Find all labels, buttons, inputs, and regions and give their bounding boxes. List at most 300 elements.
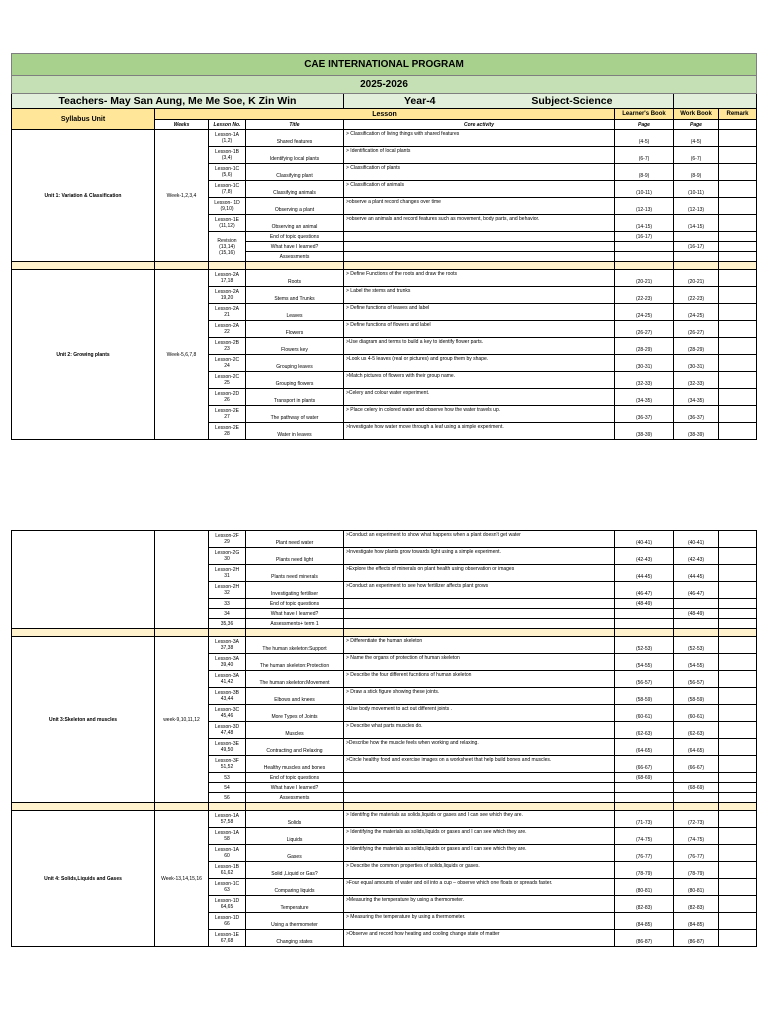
remark-cell — [719, 637, 757, 654]
work-book-page: (6-7) — [674, 147, 719, 164]
remark-cell — [719, 783, 757, 793]
teachers-row-blank — [674, 94, 757, 109]
core-activity — [344, 252, 615, 262]
remark-cell — [719, 609, 757, 619]
work-book-page: (46-47) — [674, 582, 719, 599]
learners-book-page: (71-73) — [615, 811, 674, 828]
lesson-number: Lesson-2H 32 — [209, 582, 246, 599]
lesson-number: 56 — [209, 793, 246, 803]
work-book-page: (76-77) — [674, 845, 719, 862]
academic-year: 2025-2026 — [12, 76, 757, 94]
work-book-page: (66-67) — [674, 756, 719, 773]
remark-cell — [719, 599, 757, 609]
lesson-title: Flowers key — [246, 338, 344, 355]
core-activity: > Identifng the materials as solids,liquids or gases and I can see which they are. — [344, 811, 615, 828]
lesson-number: Lesson-2C 25 — [209, 372, 246, 389]
remark-cell — [719, 304, 757, 321]
separator-cell — [344, 629, 615, 637]
work-book-page — [674, 232, 719, 242]
lesson-number: 34 — [209, 609, 246, 619]
remark-cell — [719, 582, 757, 599]
lesson-title: Plants need minerals — [246, 565, 344, 582]
core-activity: >Conduct an experiment to see how fertilizer affects plant grows — [344, 582, 615, 599]
lesson-title: Assessments — [246, 793, 344, 803]
work-book-page: (12-13) — [674, 198, 719, 215]
work-book-page: (26-27) — [674, 321, 719, 338]
learners-book-page: (16-17) — [615, 232, 674, 242]
grade-text: Year-4 — [404, 95, 436, 107]
learners-book-page: (40-41) — [615, 531, 674, 548]
lesson-title: Plant need water — [246, 531, 344, 548]
remark-cell — [719, 705, 757, 722]
separator-cell — [615, 629, 674, 637]
core-activity: > Label the stems and trunks — [344, 287, 615, 304]
separator-cell — [615, 262, 674, 270]
lesson-no-header: Lesson No. — [209, 120, 246, 130]
remark-cell — [719, 338, 757, 355]
core-activity: >observe a plant record changes over time — [344, 198, 615, 215]
work-book-page: (86-87) — [674, 930, 719, 947]
separator-cell — [12, 803, 155, 811]
lesson-number: Lesson-2F 29 — [209, 531, 246, 548]
work-book-page — [674, 599, 719, 609]
core-activity: > Classification of living things with shared features — [344, 130, 615, 147]
lesson-number: Lesson-2B 23 — [209, 338, 246, 355]
remark-cell — [719, 147, 757, 164]
lesson-number: Lesson-2E 28 — [209, 423, 246, 440]
lesson-number: Lesson-1A 58 — [209, 828, 246, 845]
lesson-title: Healthy muscles and bones — [246, 756, 344, 773]
learners-book-page: (24-25) — [615, 304, 674, 321]
lesson-number: 33 — [209, 599, 246, 609]
lesson-title: What have I learned? — [246, 609, 344, 619]
core-activity: > Draw a stick figure showing these joints. — [344, 688, 615, 705]
core-activity: >Match pictures of flowers with their group name. — [344, 372, 615, 389]
lesson-title: Muscles — [246, 722, 344, 739]
grade-label — [344, 94, 674, 109]
core-activity: >Investigate how plants grow towards light using a simple experiment. — [344, 548, 615, 565]
lesson-number: Lesson-2A 19,20 — [209, 287, 246, 304]
remark-cell — [719, 565, 757, 582]
core-activity: > Define functions of leaves and label — [344, 304, 615, 321]
separator-cell — [615, 803, 674, 811]
remark-cell — [719, 811, 757, 828]
lesson-title: Investigating fertiliser — [246, 582, 344, 599]
remark-cell — [719, 913, 757, 930]
remark-cell — [719, 252, 757, 262]
lesson-title: Grouping flowers — [246, 372, 344, 389]
remark-cell — [719, 862, 757, 879]
core-activity — [344, 793, 615, 803]
lesson-title: End of topic questions — [246, 232, 344, 242]
remark-cell — [719, 198, 757, 215]
remark-cell — [719, 531, 757, 548]
work-book-page: (4-5) — [674, 130, 719, 147]
separator-cell — [246, 262, 344, 270]
learners-book-page: (82-83) — [615, 896, 674, 913]
learners-book-page: (62-63) — [615, 722, 674, 739]
schedule-table-page-2 — [11, 530, 757, 947]
core-activity: > Describe the common properties of solids,liquids or gases. — [344, 862, 615, 879]
lesson-title: More Types of Joints — [246, 705, 344, 722]
lesson-number: Lesson-2H 31 — [209, 565, 246, 582]
remark-cell — [719, 355, 757, 372]
learners-book-page: (68-69) — [615, 773, 674, 783]
learners-book-page: (8-9) — [615, 164, 674, 181]
lesson-title: Comparing liquids — [246, 879, 344, 896]
work-book-page: (38-39) — [674, 423, 719, 440]
lesson-number: Lesson-1D 64,65 — [209, 896, 246, 913]
work-book-page: (20-21) — [674, 270, 719, 287]
separator-cell — [344, 262, 615, 270]
separator-cell — [674, 803, 719, 811]
work-book-page: (84-85) — [674, 913, 719, 930]
core-activity: > Identifying the materials as solids,liquids or gases and I can see which they are. — [344, 828, 615, 845]
learners-book-page: (64-65) — [615, 739, 674, 756]
unit-weeks: Week-1,2,3,4 — [155, 130, 209, 262]
core-activity: >Describe how the muscle feels when working and relaxing. — [344, 739, 615, 756]
lesson-title: Solids — [246, 811, 344, 828]
learners-book-page: (86-87) — [615, 930, 674, 947]
lesson-number: Lesson-1A 57,58 — [209, 811, 246, 828]
remark-cell — [719, 548, 757, 565]
remark-subheader — [719, 120, 757, 130]
lesson-number: Lesson-1A (1,2) — [209, 130, 246, 147]
work-book-page: (44-45) — [674, 565, 719, 582]
lesson-title: Solid ,Liquid or Gas? — [246, 862, 344, 879]
lesson-number: Lesson-1B (3,4) — [209, 147, 246, 164]
core-activity — [344, 783, 615, 793]
learners-book-page: (4-5) — [615, 130, 674, 147]
learners-book-page: (52-53) — [615, 637, 674, 654]
remark-cell — [719, 930, 757, 947]
core-activity: >Observe and record how heating and cooling change state of matter — [344, 930, 615, 947]
core-activity: > Identifying the materials as solids,liquids or gases and I can see which they are. — [344, 845, 615, 862]
table-row — [12, 811, 757, 828]
remark-cell — [719, 896, 757, 913]
core-activity — [344, 609, 615, 619]
separator-cell — [246, 803, 344, 811]
core-activity: >Four equal amounts of water and oil into a cup – observe which one floats or spreads faster. — [344, 879, 615, 896]
learners-book-page: (14-15) — [615, 215, 674, 232]
lesson-number: Lesson-3C 45,46 — [209, 705, 246, 722]
remark-cell — [719, 773, 757, 783]
work-book-page: (64-65) — [674, 739, 719, 756]
separator-cell — [719, 262, 757, 270]
learners-book-page: (44-45) — [615, 565, 674, 582]
learners-book-page: (78-79) — [615, 862, 674, 879]
lesson-number: Lesson-1C (7,8) — [209, 181, 246, 198]
separator-cell — [674, 629, 719, 637]
unit-weeks-continued — [155, 531, 209, 629]
learners-book-page: (28-29) — [615, 338, 674, 355]
core-activity — [344, 232, 615, 242]
learners-book-page: (84-85) — [615, 913, 674, 930]
lesson-title: The human skeleton:Support — [246, 637, 344, 654]
learners-book-page: (38-39) — [615, 423, 674, 440]
remark-cell — [719, 722, 757, 739]
core-activity — [344, 599, 615, 609]
remark-cell — [719, 321, 757, 338]
separator-cell — [719, 629, 757, 637]
core-activity: >Look us 4-5 leaves (real or pictures) and group them by shape. — [344, 355, 615, 372]
work-book-page: (80-81) — [674, 879, 719, 896]
lesson-title: End of topic questions — [246, 773, 344, 783]
learners-book-page: (66-67) — [615, 756, 674, 773]
work-book-page: (36-37) — [674, 406, 719, 423]
unit-weeks: Week-13,14,15,16 — [155, 811, 209, 947]
lesson-number: Lesson-2D 26 — [209, 389, 246, 406]
work-book-page: (10-11) — [674, 181, 719, 198]
remark-cell — [719, 164, 757, 181]
lesson-number: Lesson-3A 39,40 — [209, 654, 246, 671]
core-activity: >Explore the effects of minerals on plant health using observation or images — [344, 565, 615, 582]
weeks-header: Weeks — [155, 120, 209, 130]
program-title: CAE INTERNATIONAL PROGRAM — [12, 54, 757, 76]
lesson-title: Leaves — [246, 304, 344, 321]
core-activity — [344, 773, 615, 783]
lesson-number: Lesson-2C 24 — [209, 355, 246, 372]
lesson-title: What have I learned? — [246, 242, 344, 252]
learners-book-page: (36-37) — [615, 406, 674, 423]
lesson-number: Lesson-3A 37,38 — [209, 637, 246, 654]
work-book-page: (74-75) — [674, 828, 719, 845]
core-activity: > Measuring the temperature by using a thermometer. — [344, 913, 615, 930]
lesson-number: 54 — [209, 783, 246, 793]
learners-book-page — [615, 793, 674, 803]
unit-weeks: Week-5,6,7,8 — [155, 270, 209, 440]
lesson-title: Identifying local plants — [246, 147, 344, 164]
lesson-number: Lesson-3A 41,42 — [209, 671, 246, 688]
separator-cell — [674, 262, 719, 270]
lesson-title: Liquids — [246, 828, 344, 845]
work-book-page: (22-23) — [674, 287, 719, 304]
core-activity — [344, 619, 615, 629]
lesson-title: Roots — [246, 270, 344, 287]
learners-book-page: (46-47) — [615, 582, 674, 599]
syllabus-unit-header: Syllabus Unit — [12, 109, 155, 130]
lesson-title: Flowers — [246, 321, 344, 338]
learners-book-header: Learner's Book — [615, 109, 674, 120]
remark-cell — [719, 242, 757, 252]
remark-cell — [719, 215, 757, 232]
lesson-number: Lesson-2A 22 — [209, 321, 246, 338]
separator-cell — [344, 803, 615, 811]
remark-header: Remark — [719, 109, 757, 120]
remark-cell — [719, 793, 757, 803]
lesson-number: Lesson-2A 21 — [209, 304, 246, 321]
remark-cell — [719, 756, 757, 773]
core-activity: > Describe what parts muscles do. — [344, 722, 615, 739]
core-activity: >observe an animals and record features such as movement, body parts, and behavior. — [344, 215, 615, 232]
teachers-label: Teachers- May San Aung, Me Me Soe, K Zin Win — [12, 94, 344, 109]
separator-cell — [719, 803, 757, 811]
learners-book-page: (56-57) — [615, 671, 674, 688]
learners-book-page: (10-11) — [615, 181, 674, 198]
unit-separator-row — [12, 803, 757, 811]
learners-book-page: (34-35) — [615, 389, 674, 406]
core-activity-header: Core activity — [344, 120, 615, 130]
unit-name-continued — [12, 531, 155, 629]
work-book-page: (8-9) — [674, 164, 719, 181]
core-activity: > Classification of animals — [344, 181, 615, 198]
lesson-number: 53 — [209, 773, 246, 783]
learners-book-page: (32-33) — [615, 372, 674, 389]
learners-book-page: (48-49) — [615, 599, 674, 609]
lesson-number: Lesson-2E 27 — [209, 406, 246, 423]
lesson-title: Shared features — [246, 130, 344, 147]
separator-cell — [12, 629, 155, 637]
lesson-title: Assessments+ term 1 — [246, 619, 344, 629]
unit-name: Unit 1: Variation & Classification — [12, 130, 155, 262]
lesson-title: Contracting and Relaxing — [246, 739, 344, 756]
work-book-page — [674, 793, 719, 803]
core-activity: >Investigate how water move through a leaf using a simple experiment. — [344, 423, 615, 440]
core-activity: >Circle healthy food and exercise images on a worksheet that help build bones and muscles. — [344, 756, 615, 773]
remark-cell — [719, 828, 757, 845]
learners-book-page: (74-75) — [615, 828, 674, 845]
core-activity: >Measuring the temperature by using a thermometer. — [344, 896, 615, 913]
table-row — [12, 637, 757, 654]
unit-name: Unit 4: Solids,Liquids and Gases — [12, 811, 155, 947]
remark-cell — [719, 688, 757, 705]
lesson-title: Changing states — [246, 930, 344, 947]
learners-book-page: (12-13) — [615, 198, 674, 215]
lesson-number: Lesson-3B 43,44 — [209, 688, 246, 705]
lesson-number: Lesson-1B 61,62 — [209, 862, 246, 879]
remark-cell — [719, 130, 757, 147]
work-book-page: (14-15) — [674, 215, 719, 232]
core-activity: >Use diagram and terms to build a key to identify flower parts. — [344, 338, 615, 355]
remark-cell — [719, 845, 757, 862]
separator-cell — [209, 629, 246, 637]
lesson-number: Lesson-1C 63 — [209, 879, 246, 896]
work-book-page — [674, 773, 719, 783]
core-activity: > Define Functions of the roots and draw the roots — [344, 270, 615, 287]
lesson-number: Lesson-1E 67,68 — [209, 930, 246, 947]
learners-book-page — [615, 242, 674, 252]
learners-book-page — [615, 619, 674, 629]
learners-book-page: (30-31) — [615, 355, 674, 372]
separator-cell — [246, 629, 344, 637]
unit-separator-row — [12, 629, 757, 637]
learners-book-page — [615, 609, 674, 619]
work-book-page: (72-73) — [674, 811, 719, 828]
work-book-header: Work Book — [674, 109, 719, 120]
remark-cell — [719, 372, 757, 389]
work-book-page: (30-31) — [674, 355, 719, 372]
work-book-page: (62-63) — [674, 722, 719, 739]
learners-book-page: (80-81) — [615, 879, 674, 896]
table-row — [12, 130, 757, 147]
lesson-number: Lesson-1D 66 — [209, 913, 246, 930]
remark-cell — [719, 406, 757, 423]
work-book-page: (78-79) — [674, 862, 719, 879]
lesson-number: Lesson-3E 49,50 — [209, 739, 246, 756]
remark-cell — [719, 671, 757, 688]
core-activity: > Define functions of flowers and label — [344, 321, 615, 338]
learners-book-page: (58-59) — [615, 688, 674, 705]
work-book-page — [674, 619, 719, 629]
work-book-page: (52-53) — [674, 637, 719, 654]
table-row — [12, 531, 757, 548]
separator-cell — [155, 629, 209, 637]
table-row — [12, 270, 757, 287]
separator-cell — [209, 803, 246, 811]
work-book-page: (58-59) — [674, 688, 719, 705]
separator-cell — [209, 262, 246, 270]
core-activity: >Celery and colour water experiment. — [344, 389, 615, 406]
work-book-page: (32-33) — [674, 372, 719, 389]
learners-book-page — [615, 252, 674, 262]
core-activity: > Describe the four different fucntions of human skeleton — [344, 671, 615, 688]
learners-book-page: (22-23) — [615, 287, 674, 304]
lesson-title: Grouping leaves — [246, 355, 344, 372]
unit-name: Unit 3:Skeleton and muscles — [12, 637, 155, 803]
lesson-title: Plants need light — [246, 548, 344, 565]
work-book-page: (42-43) — [674, 548, 719, 565]
learners-book-page: (60-61) — [615, 705, 674, 722]
core-activity: > Place celery in colored water and observe how the water travels up. — [344, 406, 615, 423]
remark-cell — [719, 287, 757, 304]
remark-cell — [719, 654, 757, 671]
lesson-number: Lesson-2A 17,18 — [209, 270, 246, 287]
lesson-number: Lesson-2G 30 — [209, 548, 246, 565]
lesson-title: Observing an animal — [246, 215, 344, 232]
core-activity: >Conduct an experiment to show what happens when a plant doesn't get water — [344, 531, 615, 548]
work-book-page: (56-57) — [674, 671, 719, 688]
learners-book-page: (6-7) — [615, 147, 674, 164]
learners-book-page: (20-21) — [615, 270, 674, 287]
lesson-title: The pathway of water — [246, 406, 344, 423]
remark-cell — [719, 739, 757, 756]
lesson-title: The human skeleton:Protection — [246, 654, 344, 671]
lesson-title: Classifying animals — [246, 181, 344, 198]
lesson-title: End of topic questions — [246, 599, 344, 609]
revision-lesson: Revision (13,14) (15,16) — [209, 232, 246, 262]
work-book-page — [674, 252, 719, 262]
page-one-sheet — [11, 53, 756, 440]
work-book-page: (24-25) — [674, 304, 719, 321]
lesson-header: Lesson — [155, 109, 615, 120]
lesson-title: Transport in plants — [246, 389, 344, 406]
lesson-title: Assessments — [246, 252, 344, 262]
remark-cell — [719, 879, 757, 896]
lesson-number: Lesson-1E (11,12) — [209, 215, 246, 232]
separator-cell — [12, 262, 155, 270]
core-activity: > Name the organs of protection of human skeleton — [344, 654, 615, 671]
core-activity — [344, 242, 615, 252]
lesson-title: Using a thermometer — [246, 913, 344, 930]
lesson-title: Water in leaves — [246, 423, 344, 440]
remark-cell — [719, 423, 757, 440]
page-two-sheet — [11, 530, 756, 947]
lesson-number: Lesson-1C (5,6) — [209, 164, 246, 181]
core-activity: > Differentiate the human skeleton — [344, 637, 615, 654]
lesson-title: Stems and Trunks — [246, 287, 344, 304]
lesson-title: What have I learned? — [246, 783, 344, 793]
core-activity: > Identification of local plants — [344, 147, 615, 164]
work-book-page: (40-41) — [674, 531, 719, 548]
remark-cell — [719, 270, 757, 287]
learners-book-page: (42-43) — [615, 548, 674, 565]
lesson-title: Temperature — [246, 896, 344, 913]
work-book-page: (60-61) — [674, 705, 719, 722]
lesson-title: Elbows and knees — [246, 688, 344, 705]
learners-book-page — [615, 783, 674, 793]
schedule-table-page-1 — [11, 53, 757, 440]
remark-cell — [719, 181, 757, 198]
